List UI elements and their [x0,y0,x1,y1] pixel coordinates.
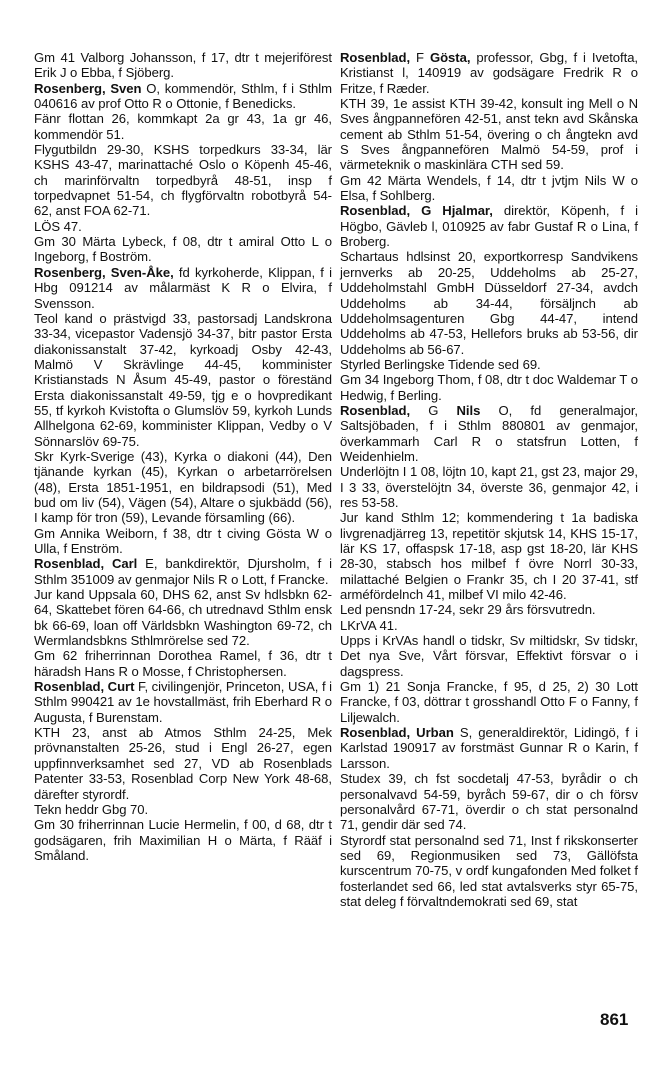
entry-paragraph [34,556,332,587]
entry-text: Flygutbildn 29-30, KSHS torpedkurs 33-34, lär KSHS 43-47, marinattaché Oslo o Köpenh 45-46, ch marinförvaltn torpedbyrå 48-51, insp f torpedvapnet 51-54, ch flygförvaltn robotbyrå 54-62, anst FOA 62-71. [34,142,332,219]
entry-text: KTH 39, 1e assist KTH 39-42, konsult ing Mell o N Sves ångpannefören 42-51, anst tekn avd Skånska cement ab Sthlm 51-54, övering o ch ångtekn avd S Sves ångpannefören Malmö 54-59, prof i värmeteknik o maskinlära CTH sed 59. [340,96,638,173]
entry-text: F [410,50,430,65]
entry-text: Gm Annika Weiborn, f 38, dtr t civing Gösta W o Ulla, f Enström. [34,525,332,556]
entry-text: F, civilingenjör, Princeton, USA, f i Sthlm 990421 av 1e hovstallmäst, frih Eberhard R o Augusta, f Burenstam. [34,679,332,725]
entry-name-secondary: Gösta, [429,50,471,65]
entry-text: LKrVA 41. [340,617,398,633]
entry-paragraph [340,203,638,249]
entry-text: Fänr flottan 26, kommkapt 2a gr 43, 1a gr 46, kommendör 51. [34,111,332,142]
entry-text: Tekn heddr Gbg 70. [34,801,149,817]
entry-paragraph [340,618,638,633]
entry-text: Gm 62 friherrinnan Dorothea Ramel, f 36, dtr t häradsh Hans R o Mosse, f Christophersen. [34,648,332,679]
entry-text-continued: professor, Gbg, f i Ivetofta, Kristianst l, 140919 av godsägare Fredrik R o Fritze, f Ræder. [340,50,639,96]
entry-paragraph [340,403,638,464]
entry-text: Jur kand Uppsala 60, DHS 62, anst Sv hdlsbkn 62-64, Skattebet fören 64-66, ch utrednavd Sthlm ensk bk 66-69, loan off Världsbkn Washington 69-72, ch Wermlandsbkns Sthlmrörelse sed 72. [34,587,332,649]
entry-paragraph [34,265,332,311]
entry-text: S, generaldirektör, Lidingö, f i Karlstad 190917 av forstmäst Gunnar R o Karin, f Larsson. [340,725,638,771]
entry-text: O, kommendör, Sthlm, f i Sthlm 040616 av prof Otto R o Ottonie, f Benedicks. [34,80,332,112]
page-number: 861 [600,1010,629,1029]
entry-name: Rosenblad, G Hjalmar, [340,203,493,219]
entry-text: fd kyrkoherde, Klippan, f i Hbg 091214 av målarmäst K R o Elvira, f Svensson. [34,264,332,311]
entry-text-continued: O, fd generalmajor, Saltsjöbaden, f i Sthlm 880801 av genmajor, överkammarh Carl R o statsfrun Lotten, f Weidenhielm. [340,402,639,464]
entry-text: Gm 1) 21 Sonja Francke, f 95, d 25, 2) 30 Lott Francke, f 03, döttrar t grosshandl Otto F o Fanny, f Liljewalch. [340,679,638,725]
entry-text: Jur kand Sthlm 12; kommendering t 1a badiska livgrenadjärreg 13, repetitör skjutsk 14, KHS 15-17, lär KS 17, offaspsk 17-18, asp gst 18-20, lär KHS 28-30, stabsch hos milbef f övre Norrl 30-33, milattaché Belgien o Frankr 35, ch I 20 37-41, stf arméfördelnch 41, milbef VI milo 42-46. [340,510,638,603]
entry-text: KTH 23, anst ab Atmos Sthlm 24-25, Mek prövnanstalten 25-26, stud i Engl 26-27, egen uppfinnverksamhet sed 27, VD ab Rosenblads Patenter 33-53, Rosenblad Corp New York 48-68, därefter styrordf. [34,725,332,802]
entry-text: Studex 39, ch fst socdetalj 47-53, byrådir o ch personalvavd 54-59, byråch 59-67, dir o ch försv personalvård 67-71, överdir o ch stat personalnd 71, gendir där sed 74. [340,771,638,833]
entry-paragraph [340,602,638,617]
entry-paragraph [340,357,638,372]
entry-paragraph [34,449,332,526]
entry-text: Gm 30 friherrinnan Lucie Hermelin, f 00, d 68, dtr t godsägaren, frih Maximilian H o Märta, f Rääf i Småland. [34,817,332,863]
entry-paragraph [340,372,638,403]
entry-paragraph [34,817,332,863]
entry-paragraph [34,142,332,219]
entry-paragraph [34,311,332,449]
entry-paragraph [340,173,638,204]
entry-text: Skr Kyrk-Sverige (43), Kyrka o diakoni (44), Den tjänande kyrkan (45), Kyrkan o arbetarrörelsen (48), Ersta 1851-1951, en bildrapsodi (51), Med bud om liv (54), Vägen (54), Altare o sjukbädd (56), I kamp för tron (59), Levande församling (66). [34,448,332,526]
entry-paragraph [340,633,638,679]
entry-paragraph [34,725,332,802]
entry-name: Rosenberg, Sven-Åke, [34,264,174,280]
entry-paragraph [340,771,638,832]
entry-name: Rosenberg, Sven [34,80,142,96]
entry-paragraph [340,464,638,510]
entry-text: Underlöjtn I 1 08, löjtn 10, kapt 21, gst 23, major 29, I 3 33, överstelöjtn 34, överste 36, genmajor 42, i res 53-58. [340,464,638,510]
entry-text: Led pensndn 17-24, sekr 29 års försvutredn. [340,602,596,618]
entry-name: Rosenblad, Urban [340,725,454,741]
entry-text: Gm 30 Märta Lybeck, f 08, dtr t amiral Otto L o Ingeborg, f Boström. [34,234,332,265]
entry-text: direktör, Köpenh, f i Högbo, Gävleb l, 010925 av fabr Gustaf R o Lina, f Broberg. [340,203,639,250]
entry-paragraph [34,111,332,142]
entry-name-secondary: Nils [456,402,481,418]
entry-paragraph [34,219,332,234]
entry-paragraph [340,510,638,602]
right-column [340,50,638,909]
entry-name: Rosenblad, Curt [34,679,135,695]
entry-paragraph [340,249,638,356]
entry-text: Gm 41 Valborg Johansson, f 17, dtr t mejeriförest Erik J o Ebba, f Sjöberg. [34,50,332,81]
entry-paragraph [34,526,332,557]
entry-text: Schartaus hdlsinst 20, exportkorresp Sandvikens jernverks ab 20-25, Uddeholms ab 25-27, Uddeholmstahl GmbH Düsseldorf 27-34, avdch Uddeholms ab 34-44, försäljnch ab Uddeholmsagenturen Gbg 44-47, intend Uddeholms ab 47-53, Hellefors bruks ab 53-56, dir Uddeholms ab 56-67. [340,249,638,357]
entry-paragraph [340,725,638,771]
entry-text: Styrordf stat personalnd sed 71, Inst f rikskonserter sed 69, Regionmusiken sed 73, Gällöfsta kurscentrum 70-75, v ordf kungafonden Med folket f fosterlandet sed 66, led stat avtalsverks styr 65-75, stat deleg f förvaltndemokrati sed 69, stat [340,832,638,909]
entry-text: Teol kand o prästvigd 33, pastorsadj Landskrona 33-34, vicepastor Vadensjö 34-37, bitr pastor Ersta diakonissanstalt 37-42, kyrkoadj Osby 42-43, Malmö V Skrävlinge 44-45, komminister Kristianstads N Åsum 45-49, pastor o föreständ Ersta diakonissanstalt 49-59, tjg e o hovpredikant 55, tf kyrkoh Kvistofta o Glumslöv 59, kyrkoh Lunds Allhelgona 62-69, komminister Klippan, Vedby o V Sönnarslöv 69-75. [34,310,332,449]
entry-paragraph [340,96,638,173]
entry-paragraph [34,587,332,648]
entry-paragraph [34,802,332,817]
entry-paragraph [34,648,332,679]
entry-text: Upps i KrVAs handl o tidskr, Sv miltidskr, Sv tidskr, Det nya Sve, Vårt försvar, Effektivt försvar o i dagspress. [340,633,638,679]
entry-paragraph [340,50,638,96]
entry-paragraph [340,679,638,725]
entry-paragraph [34,50,332,81]
left-column [34,50,332,863]
entry-text: G [410,402,457,418]
entry-text: E, bankdirektör, Djursholm, f i Sthlm 351009 av genmajor Nils R o Lott, f Francke. [34,556,332,587]
entry-name: Rosenblad, Carl [34,556,138,572]
entry-paragraph [34,81,332,112]
entry-paragraph [34,234,332,265]
entry-name: Rosenblad, [340,402,411,418]
entry-name: Rosenblad, [340,50,411,65]
entry-text: LÖS 47. [34,218,82,234]
entry-paragraph [34,679,332,725]
entry-text: Styrled Berlingske Tidende sed 69. [340,356,541,372]
entry-text: Gm 42 Märta Wendels, f 14, dtr t jvtjm Nils W o Elsa, f Sohlberg. [340,172,638,204]
entry-paragraph [340,833,638,910]
entry-text: Gm 34 Ingeborg Thom, f 08, dtr t doc Waldemar T o Hedwig, f Berling. [340,372,638,403]
